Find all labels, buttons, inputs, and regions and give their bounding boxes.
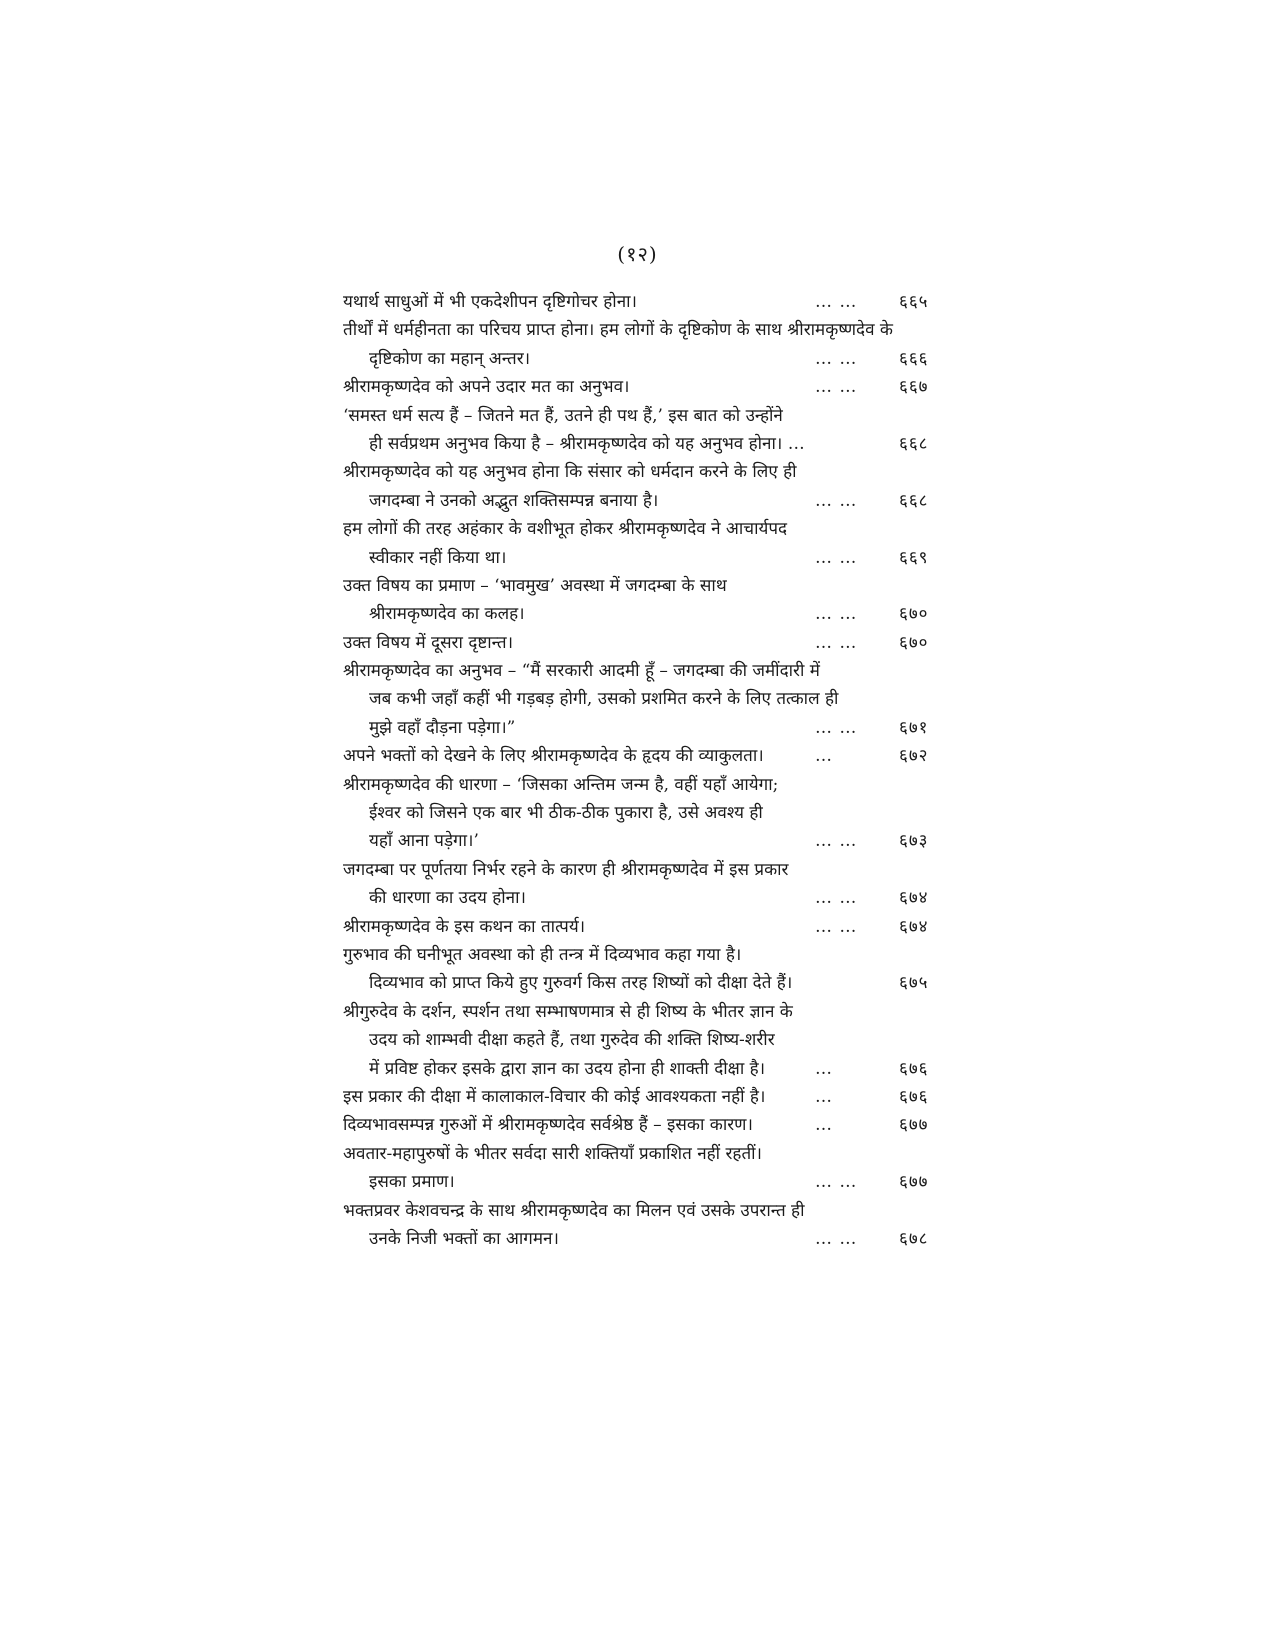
toc-entry-page-number: ६७३ bbox=[899, 831, 929, 852]
toc-entry bbox=[343, 913, 983, 941]
toc-entry-leader: … bbox=[815, 1086, 833, 1107]
toc-entry-text: उदय को शाम्भवी दीक्षा कहते हैं, तथा गुरुदेव की शक्ति शिष्य-शरीर bbox=[369, 1030, 775, 1051]
toc-entry-page-number: ६७७ bbox=[899, 1115, 929, 1136]
toc-entry-text: दिव्यभाव को प्राप्त किये हुए गुरुवर्ग किस तरह शिष्यों को दीक्षा देते हैं। bbox=[369, 973, 793, 994]
toc-entry-page-number: ६७६ bbox=[899, 1058, 929, 1079]
toc-entry bbox=[343, 714, 983, 742]
toc-entry-text: श्रीरामकृष्णदेव के इस कथन का तात्पर्य। bbox=[343, 916, 586, 937]
toc-entry bbox=[343, 1140, 983, 1168]
toc-entry-text: हम लोगों की तरह अहंकार के वशीभूत होकर श्रीरामकृष्णदेव ने आचार्यपद bbox=[343, 519, 788, 540]
toc-entry-text: दृष्टिकोण का महान् अन्तर। bbox=[369, 348, 531, 369]
toc-entry-text: अवतार-महापुरुषों के भीतर सर्वदा सारी शक्तियाँ प्रकाशित नहीं रहतीं। bbox=[343, 1143, 762, 1164]
toc-entry bbox=[343, 402, 983, 430]
toc-entry-leader: … bbox=[815, 1058, 833, 1079]
toc-entry-page-number: ६६५ bbox=[899, 292, 929, 312]
toc-entry-leader: … bbox=[815, 746, 833, 767]
toc-entry bbox=[343, 1083, 983, 1111]
toc-entry bbox=[343, 1111, 983, 1139]
toc-entry bbox=[343, 458, 983, 486]
toc-entry-leader: … … bbox=[815, 632, 858, 653]
toc-entry-text: ईश्वर को जिसने एक बार भी ठीक-ठीक पुकारा है, उसे अवश्य ही bbox=[369, 803, 763, 824]
toc-entry-text: उक्त विषय में दूसरा दृष्टान्त। bbox=[343, 632, 514, 653]
toc-entry bbox=[343, 487, 983, 515]
toc-entry-page-number: ६७७ bbox=[899, 1172, 929, 1193]
toc-entry-text: गुरुभाव की घनीभूत अवस्था को ही तन्त्र में दिव्यभाव कहा गया है। bbox=[343, 944, 742, 965]
toc-entry bbox=[343, 600, 983, 628]
toc-entry-page-number: ६७५ bbox=[899, 973, 929, 994]
toc-entry-page-number: ६६९ bbox=[899, 547, 929, 568]
toc-entry bbox=[343, 515, 983, 543]
toc-entry-leader: … … bbox=[815, 888, 858, 909]
toc-entry-page-number: ६६८ bbox=[899, 490, 929, 511]
toc-entry-text: स्वीकार नहीं किया था। bbox=[369, 547, 507, 568]
toc-entry-text: श्रीरामकृष्णदेव का अनुभव – “मैं सरकारी आदमी हूँ – जगदम्बा की जमींदारी में bbox=[343, 661, 820, 682]
toc-entry-leader: … … bbox=[815, 348, 858, 369]
toc-entry-text: मुझे वहाँ दौड़ना पड़ेगा।” bbox=[369, 717, 516, 738]
toc-entry bbox=[343, 1168, 983, 1196]
toc-entry-text: की धारणा का उदय होना। bbox=[369, 888, 526, 909]
toc-entry bbox=[343, 316, 983, 344]
toc-entry-text: अपने भक्तों को देखने के लिए श्रीरामकृष्णदेव के हृदय की व्याकुलता। bbox=[343, 746, 764, 767]
toc-entry-text: इस प्रकार की दीक्षा में कालाकाल-विचार की कोई आवश्यकता नहीं है। bbox=[343, 1086, 766, 1107]
toc-entry-page-number: ६७६ bbox=[899, 1086, 929, 1107]
toc-entry bbox=[343, 629, 983, 657]
toc-entry-leader: … … bbox=[815, 292, 858, 312]
toc-entry-text: उनके निजी भक्तों का आगमन। bbox=[369, 1228, 559, 1249]
toc-entry-leader: … … bbox=[815, 717, 858, 738]
toc-entry bbox=[343, 1055, 983, 1083]
toc-entry bbox=[343, 572, 983, 600]
toc-entry-text: श्रीरामकृष्णदेव को अपने उदार मत का अनुभव। bbox=[343, 377, 630, 398]
toc-entry bbox=[343, 1225, 983, 1253]
toc-entry-text: में प्रविष्ट होकर इसके द्वारा ज्ञान का उदय होना ही शाक्ती दीक्षा है। bbox=[369, 1058, 766, 1079]
toc-entry-text: जगदम्बा पर पूर्णतया निर्भर रहने के कारण ही श्रीरामकृष्णदेव में इस प्रकार bbox=[343, 859, 789, 880]
toc-entry-text: ही सर्वप्रथम अनुभव किया है – श्रीरामकृष्णदेव को यह अनुभव होना। … bbox=[369, 433, 805, 454]
toc-entry-text: यथार्थ साधुओं में भी एकदेशीपन दृष्टिगोचर होना। bbox=[343, 292, 637, 312]
toc-entry-text: श्रीरामकृष्णदेव का कलह। bbox=[369, 604, 525, 625]
toc-entry-page-number: ६६८ bbox=[899, 433, 929, 454]
toc-entry-leader: … … bbox=[815, 1172, 858, 1193]
toc-entry-text: तीर्थों में धर्महीनता का परिचय प्राप्त होना। हम लोगों के दृष्टिकोण के साथ श्रीरामकृष्णदेव के bbox=[343, 320, 893, 341]
toc-entry-leader: … … bbox=[815, 604, 858, 625]
toc-entry bbox=[343, 1197, 983, 1225]
toc-entry-text: श्रीगुरुदेव के दर्शन, स्पर्शन तथा सम्भाषणमात्र से ही शिष्य के भीतर ज्ञान के bbox=[343, 1001, 793, 1022]
toc-entry-leader: … … bbox=[815, 1228, 858, 1249]
toc-entry bbox=[343, 998, 983, 1026]
toc-entry bbox=[343, 657, 983, 685]
toc-entry-page-number: ६६६ bbox=[899, 348, 929, 369]
toc-entry-page-number: ६७० bbox=[899, 604, 929, 625]
toc-entry bbox=[343, 941, 983, 969]
toc-entry-leader: … … bbox=[815, 547, 858, 568]
toc-entry bbox=[343, 430, 983, 458]
toc-entry-page-number: ६७८ bbox=[899, 1228, 929, 1249]
toc-entry bbox=[343, 373, 983, 401]
toc-entry bbox=[343, 969, 983, 997]
toc-entry bbox=[343, 856, 983, 884]
toc-entry-page-number: ६७१ bbox=[899, 717, 929, 738]
toc-entry bbox=[343, 742, 983, 770]
toc-entry bbox=[343, 884, 983, 912]
toc-entry-leader: … … bbox=[815, 916, 858, 937]
toc-entry-text: श्रीरामकृष्णदेव को यह अनुभव होना कि संसार को धर्मदान करने के लिए ही bbox=[343, 462, 797, 483]
toc-entry-text: श्रीरामकृष्णदेव की धारणा – ‘जिसका अन्तिम जन्म है, वहीं यहाँ आयेगा; bbox=[343, 774, 779, 795]
toc-entry bbox=[343, 771, 983, 799]
toc-entry-page-number: ६७० bbox=[899, 632, 929, 653]
toc-entry-leader: … … bbox=[815, 377, 858, 398]
toc-entry bbox=[343, 544, 983, 572]
toc-entry-text: दिव्यभावसम्पन्न गुरुओं में श्रीरामकृष्णदेव सर्वश्रेष्ठ हैं – इसका कारण। bbox=[343, 1115, 753, 1136]
toc-entry-leader: … … bbox=[815, 490, 858, 511]
toc-entry-text: यहाँ आना पड़ेगा।’ bbox=[369, 831, 479, 852]
toc-entry-leader: … bbox=[815, 1115, 833, 1136]
toc-entry-leader: … … bbox=[815, 831, 858, 852]
page-number: (१२) bbox=[617, 242, 658, 266]
toc-entry bbox=[343, 345, 983, 373]
toc-entry bbox=[343, 799, 983, 827]
toc-entry-page-number: ६६७ bbox=[899, 377, 929, 398]
toc-entry-text: जगदम्बा ने उनको अद्भुत शक्तिसम्पन्न बनाया है। bbox=[369, 490, 659, 511]
toc-entry bbox=[343, 288, 983, 316]
toc-entry-text: ‘समस्त धर्म सत्य हैं – जितने मत हैं, उतने ही पथ हैं,’ इस बात को उन्होंने bbox=[343, 405, 783, 426]
toc-entry bbox=[343, 827, 983, 855]
toc-entry-text: इसका प्रमाण। bbox=[369, 1172, 455, 1193]
toc-entry-page-number: ६७२ bbox=[899, 746, 929, 767]
toc-entry bbox=[343, 1026, 983, 1054]
toc-entry-text: उक्त विषय का प्रमाण – ‘भावमुख’ अवस्था में जगदम्बा के साथ bbox=[343, 575, 727, 596]
toc-entry bbox=[343, 685, 983, 713]
toc-entry-text: जब कभी जहाँ कहीं भी गड़बड़ होगी, उसको प्रशमित करने के लिए तत्काल ही bbox=[369, 689, 839, 710]
toc-entry-text: भक्तप्रवर केशवचन्द्र के साथ श्रीरामकृष्णदेव का मिलन एवं उसके उपरान्त ही bbox=[343, 1200, 805, 1221]
toc-entry-page-number: ६७४ bbox=[899, 916, 929, 937]
table-of-contents bbox=[343, 288, 983, 1253]
toc-entry-page-number: ६७४ bbox=[899, 888, 929, 909]
